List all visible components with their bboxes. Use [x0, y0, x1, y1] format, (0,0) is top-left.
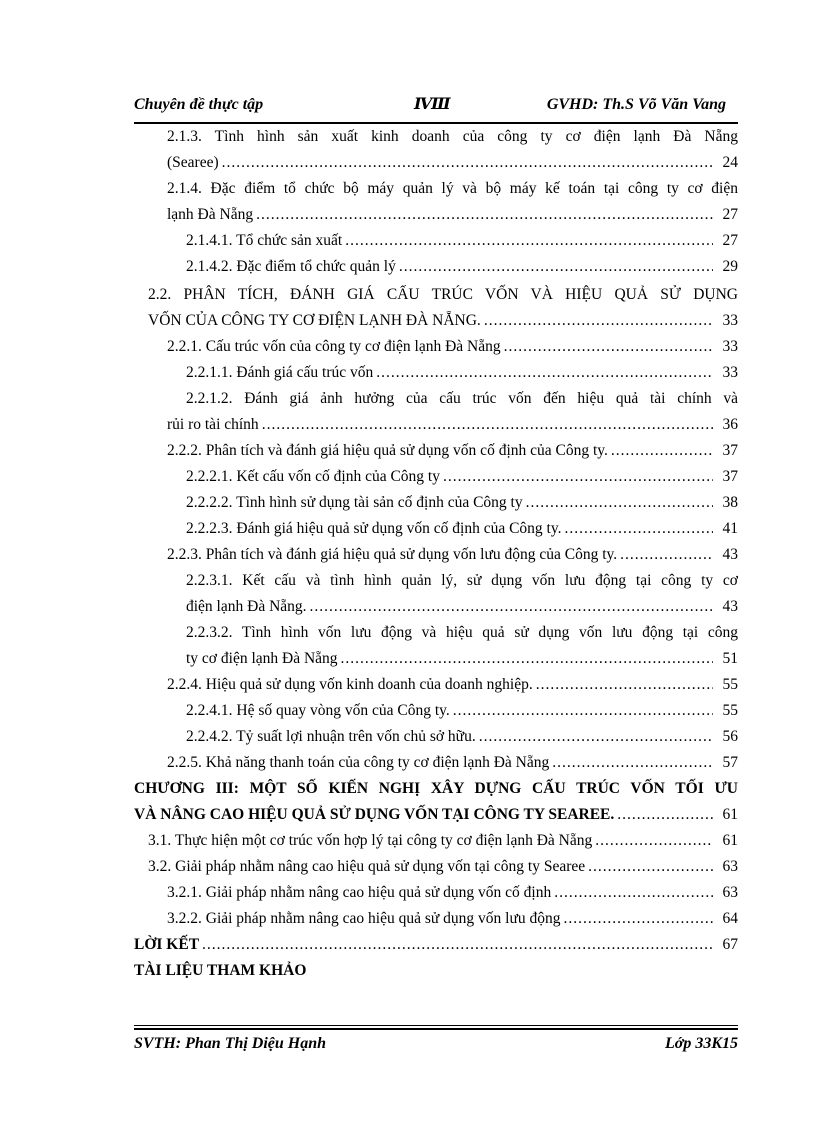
footer-student: SVTH: Phan Thị Diệu Hạnh — [134, 1035, 327, 1052]
toc-entry-title: 3.2.2. Giải pháp nhằm nâng cao hiệu quả sử dụng vốn lưu động — [167, 910, 561, 927]
toc-entry-2-2-2-1[interactable] — [186, 468, 738, 494]
header-logo-text: ⅣⅢ — [414, 96, 450, 113]
toc-page-number: 61 — [722, 832, 738, 849]
toc-entry-title: LỜI KẾT — [134, 936, 200, 953]
toc-entry-3-2[interactable] — [148, 858, 738, 884]
footer-rule-top — [134, 1025, 738, 1026]
dot-leader — [399, 258, 713, 276]
toc-page-number: 61 — [722, 806, 738, 823]
toc-entry-2-1-4-line2[interactable] — [167, 206, 738, 232]
dot-leader — [222, 154, 713, 172]
toc-entry-title: 2.2.4. Hiệu quả sử dụng vốn kinh doanh của doanh nghiệp. — [167, 676, 533, 693]
toc-page-number: 36 — [722, 416, 738, 433]
toc-entry-chapter-3-line2[interactable] — [134, 806, 738, 832]
toc-entry-2-2-2-3[interactable] — [186, 520, 738, 546]
toc-entry-title: 2.2.2.2. Tình hình sử dụng tài sản cố định của Công ty — [186, 494, 523, 511]
toc-entry-2-2-2[interactable] — [167, 442, 738, 468]
toc-entry-title: 3.2. Giải pháp nhằm nâng cao hiệu quả sử dụng vốn tại công ty Searee — [148, 858, 586, 875]
toc-entry-references[interactable] — [134, 962, 738, 988]
toc-entry-2-1-4-line1: 2.1.4. Đặc điểm tổ chức bộ máy quản lý và bộ máy kế toán tại công ty cơ điện — [167, 180, 738, 197]
toc-entry-2-1-4-2[interactable] — [186, 258, 738, 284]
dot-leader — [552, 754, 713, 772]
page-footer — [134, 1035, 738, 1059]
toc-page-number: 27 — [722, 206, 738, 223]
toc-entry-chapter-3-line1: CHƯƠNG III: MỘT SỐ KIẾN NGHỊ XÂY DỰNG CẤU TRÚC VỐN TỐI ƯU — [134, 780, 738, 797]
toc-entry-2-2-1[interactable] — [167, 338, 738, 364]
toc-entry-title: 2.2.3. Phân tích và đánh giá hiệu quả sử dụng vốn lưu động của Công ty. — [167, 546, 618, 563]
dot-leader — [341, 650, 713, 668]
dot-leader — [504, 338, 713, 356]
toc-entry-2-2-3-2-line2[interactable] — [186, 650, 738, 676]
toc-entry-2-2-4[interactable] — [167, 676, 738, 702]
toc-entry-title: (Searee) — [167, 154, 219, 171]
dot-leader — [554, 884, 713, 902]
dot-leader — [536, 676, 713, 694]
toc-page-number: 43 — [722, 546, 738, 563]
toc-entry-2-2-2-2[interactable] — [186, 494, 738, 520]
toc-entry-2-2-1-2-line1: 2.2.1.2. Đánh giá ảnh hưởng của cấu trúc vốn đến hiệu quả tài chính và — [186, 390, 738, 407]
toc-entry-2-2-3-1-line1: 2.2.3.1. Kết cấu và tình hình quản lý, sử dụng vốn lưu động tại công ty cơ — [186, 572, 738, 589]
toc-entry-title: 2.2.1. Cấu trúc vốn của công ty cơ điện lạnh Đà Nẵng — [167, 338, 501, 355]
dot-leader — [310, 598, 713, 616]
toc-entry-title: 2.2.2.3. Đánh giá hiệu quả sử dụng vốn cố định của Công ty. — [186, 520, 562, 537]
dot-leader — [453, 702, 713, 720]
toc-entry-title: 2.2.2.1. Kết cấu vốn cố định của Công ty — [186, 468, 440, 485]
dot-leader — [376, 364, 713, 382]
toc-page-number: 63 — [722, 858, 738, 875]
toc-page-number: 64 — [722, 910, 738, 927]
toc-entry-title: VÀ NÂNG CAO HIỆU QUẢ SỬ DỤNG VỐN TẠI CÔNG TY SEAREE. — [134, 806, 615, 823]
toc-page-number: 33 — [722, 364, 738, 381]
toc-entry-title: 2.2.4.2. Tỷ suất lợi nhuận trên vốn chủ sở hữu. — [186, 728, 476, 745]
toc-entry-title: 2.1.4.2. Đặc điểm tổ chức quản lý — [186, 258, 396, 275]
toc-entry-2-2-5[interactable] — [167, 754, 738, 780]
toc-entry-title: ty cơ điện lạnh Đà Nẵng — [186, 650, 338, 667]
toc-page-number: 24 — [722, 154, 738, 171]
dot-leader — [526, 494, 713, 512]
dot-leader — [443, 468, 713, 486]
toc-page-number: 38 — [722, 494, 738, 511]
toc-entry-title: lạnh Đà Nẵng — [167, 206, 254, 223]
toc-page-number: 29 — [722, 258, 738, 275]
toc-entry-2-2-3-2-line1: 2.2.3.2. Tình hình vốn lưu động và hiệu quả sử dụng vốn lưu động tại công — [186, 624, 738, 641]
toc-entry-title: 2.2.1.1. Đánh giá cấu trúc vốn — [186, 364, 374, 381]
toc-entry-2-2-line1: 2.2. PHÂN TÍCH, ĐÁNH GIÁ CẤU TRÚC VỐN VÀ HIỆU QUẢ SỬ DỤNG — [148, 286, 738, 303]
toc-entry-3-1[interactable] — [148, 832, 738, 858]
toc-entry-title: 2.1.4.1. Tổ chức sản xuất — [186, 232, 343, 249]
dot-leader — [479, 728, 713, 746]
header-advisor: GVHD: Th.S Võ Văn Vang — [546, 96, 726, 113]
toc-page-number: 51 — [722, 650, 738, 667]
toc-entry-2-1-3-line1: 2.1.3. Tình hình sản xuất kinh doanh của công ty cơ điện lạnh Đà Nẵng — [167, 128, 738, 145]
toc-entry-title: điện lạnh Đà Nẵng. — [186, 598, 307, 615]
toc-page-number: 63 — [722, 884, 738, 901]
toc-entry-loi-ket[interactable] — [134, 936, 738, 962]
dot-leader — [564, 520, 713, 538]
toc-page-number: 55 — [722, 702, 738, 719]
header-rule — [134, 122, 738, 124]
dot-leader — [345, 232, 713, 250]
toc-entry-3-2-1[interactable] — [167, 884, 738, 910]
toc-entry-2-1-3-line2[interactable] — [167, 154, 738, 180]
toc-page-number: 67 — [722, 936, 738, 953]
toc-entry-title: 2.2.5. Khả năng thanh toán của công ty cơ điện lạnh Đà Nẵng — [167, 754, 550, 771]
toc-entry-2-2-4-1[interactable] — [186, 702, 738, 728]
toc-page-number: 37 — [722, 468, 738, 485]
toc-entry-2-2-3[interactable] — [167, 546, 738, 572]
toc-entry-2-2-line2[interactable] — [148, 312, 738, 338]
toc-entry-2-2-3-1-line2[interactable] — [186, 598, 738, 624]
toc-entry-title: 3.1. Thực hiện một cơ trúc vốn hợp lý tại công ty cơ điện lạnh Đà Nẵng — [148, 832, 593, 849]
toc-page-number: 55 — [722, 676, 738, 693]
toc-entry-title: VỐN CỦA CÔNG TY CƠ ĐIỆN LẠNH ĐÀ NẴNG. — [148, 312, 481, 329]
dot-leader — [563, 910, 713, 928]
dot-leader — [262, 416, 713, 434]
toc-entry-2-2-1-1[interactable] — [186, 364, 738, 390]
toc-entry-2-2-4-2[interactable] — [186, 728, 738, 754]
footer-class: Lớp 33K15 — [664, 1035, 738, 1052]
toc-entry-title: 2.2.4.1. Hệ số quay vòng vốn của Công ty. — [186, 702, 450, 719]
toc-page-number: 37 — [722, 442, 738, 459]
toc-page-number: 33 — [722, 312, 738, 329]
dot-leader — [588, 858, 713, 876]
toc-entry-title: 3.2.1. Giải pháp nhằm nâng cao hiệu quả sử dụng vốn cố định — [167, 884, 552, 901]
toc-page-number: 43 — [722, 598, 738, 615]
dot-leader — [256, 206, 713, 224]
toc-entry-title: rủi ro tài chính — [167, 416, 259, 433]
toc-entry-2-1-4-1[interactable] — [186, 232, 738, 258]
toc-page-number: 41 — [722, 520, 738, 537]
dot-leader — [620, 546, 713, 564]
toc-entry-title: 2.2.2. Phân tích và đánh giá hiệu quả sử dụng vốn cố định của Công ty. — [167, 442, 608, 459]
toc-entry-title: TÀI LIỆU THAM KHẢO — [134, 962, 307, 979]
toc-entry-2-2-1-2-line2[interactable] — [167, 416, 738, 442]
toc-page-number: 56 — [722, 728, 738, 745]
toc-entry-3-2-2[interactable] — [167, 910, 738, 936]
page-header — [134, 94, 738, 120]
toc-page-number: 33 — [722, 338, 738, 355]
dot-leader — [595, 832, 713, 850]
footer-rule-bottom — [134, 1028, 738, 1030]
dot-leader — [611, 442, 713, 460]
dot-leader — [202, 936, 713, 954]
dot-leader — [617, 806, 713, 824]
header-title: Chuyên đề thực tập — [134, 96, 264, 113]
toc-page-number: 27 — [722, 232, 738, 249]
dot-leader — [484, 312, 713, 330]
toc-page-number: 57 — [722, 754, 738, 771]
